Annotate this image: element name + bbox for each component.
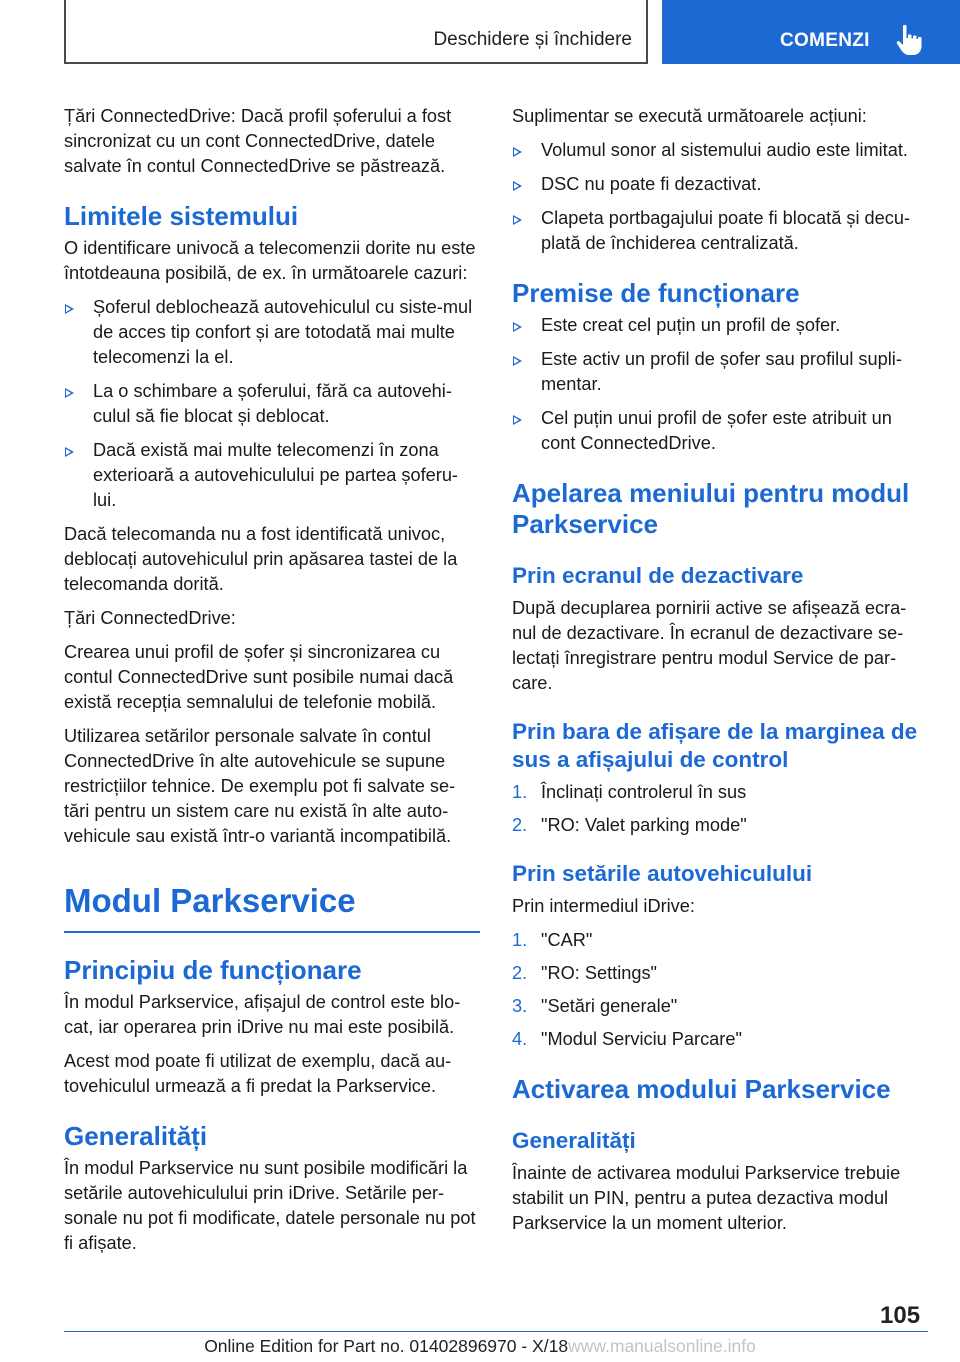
general-heading: Generalități bbox=[64, 1121, 208, 1151]
list-item: Este activ un profil de șofer sau profilul supli-mentar. bbox=[512, 347, 928, 397]
list-item: 4. "Modul Serviciu Parcare" bbox=[512, 1029, 742, 1049]
heading-rule bbox=[64, 931, 480, 933]
bar-heading: Prin bara de afișare de la marginea de sus a afișajului de control bbox=[512, 719, 918, 772]
header-section-box bbox=[64, 0, 648, 64]
chapter-heading: Modul Parkservice bbox=[64, 882, 356, 919]
limits-heading: Limitele sistemului bbox=[64, 201, 299, 231]
hand-pointer-icon bbox=[894, 23, 926, 57]
settings-heading: Prin setările autovehiculului bbox=[512, 861, 813, 886]
extra-actions-intro: Suplimentar se execută următoarele acțiuni: bbox=[512, 106, 867, 126]
triangle-bullet-icon bbox=[513, 181, 522, 191]
principle-paragraph-2: Acest mod poate fi utilizat de exemplu, dacă au-tovehiculul urmează a fi predat la Parkservice. bbox=[64, 1051, 452, 1096]
screen-paragraph: După decuplarea pornirii active se afișează ecra-nul de dezactivare. În ecranul de dezactivare se-lectați înregistrare pentru modul Service de par-care. bbox=[512, 598, 907, 693]
extra-actions-list bbox=[512, 138, 928, 256]
connecteddrive-note: Țări ConnectedDrive: Dacă profil șoferului a fost sincronizat cu un cont ConnectedDrive, datele salvate în contul ConnectedDrive se păstrează. bbox=[64, 106, 452, 176]
activate-paragraph: Înainte de activarea modului Parkservice trebuie stabilit un PIN, pentru a putea dezactiva modul Parkservice la un moment ulterior. bbox=[512, 1163, 901, 1233]
triangle-bullet-icon bbox=[65, 388, 74, 398]
footer-rule bbox=[64, 1331, 928, 1332]
principle-heading: Principiu de funcționare bbox=[64, 955, 362, 985]
settings-intro: Prin intermediul iDrive: bbox=[512, 896, 695, 916]
right-column bbox=[512, 104, 928, 1245]
settings-steps bbox=[512, 928, 928, 1052]
list-item: Clapeta portbagajului poate fi blocată și decu-plată de închiderea centralizată. bbox=[512, 206, 928, 256]
triangle-bullet-icon bbox=[65, 304, 74, 314]
page-number: 105 bbox=[880, 1302, 921, 1329]
section-title: Deschidere și închidere bbox=[433, 29, 632, 50]
triangle-bullet-icon bbox=[65, 447, 74, 457]
triangle-bullet-icon bbox=[513, 415, 522, 425]
menu-heading: Apelarea meniului pentru modul Parkservice bbox=[512, 478, 910, 539]
list-item: Dacă există mai multe telecomenzi în zona exterioară a autovehiculului pe partea șoferu-lui. bbox=[64, 438, 480, 513]
countries-paragraph: Țări ConnectedDrive: bbox=[64, 608, 236, 628]
activate-heading: Activarea modului Parkservice bbox=[512, 1074, 891, 1104]
create-profile-paragraph: Crearea unui profil de șofer și sincronizarea cu contul ConnectedDrive sunt posibile numai dacă există recepția semnalului de telefonie mobilă. bbox=[64, 642, 454, 712]
footer bbox=[0, 1336, 960, 1357]
screen-heading: Prin ecranul de dezactivare bbox=[512, 563, 804, 588]
chapter-title: COMENZI bbox=[780, 30, 870, 51]
principle-paragraph-1: În modul Parkservice, afișajul de control este blo-cat, iar operarea prin iDrive nu mai este posibilă. bbox=[64, 992, 461, 1037]
limits-list bbox=[64, 295, 480, 513]
bar-steps bbox=[512, 780, 928, 838]
usage-paragraph: Utilizarea setărilor personale salvate în contul ConnectedDrive în alte autovehicule se supune restricțiilor tehnice. De exemplu pot fi salvate se-tări pentru un sistem care nu există în alte auto-vehicule sau există într-o variantă incompatibilă. bbox=[64, 726, 456, 846]
triangle-bullet-icon bbox=[513, 147, 522, 157]
list-item: 3. "Setări generale" bbox=[512, 996, 678, 1016]
list-item: La o schimbare a șoferului, fără ca autovehi-culul să fie blocat și deblocat. bbox=[64, 379, 480, 429]
list-item: Este creat cel puțin un profil de șofer. bbox=[512, 313, 928, 338]
list-item: 1. Înclinați controlerul în sus bbox=[512, 782, 747, 802]
watermark: www.manualsonline.info bbox=[568, 1336, 756, 1356]
triangle-bullet-icon bbox=[513, 356, 522, 366]
list-item: 2. "RO: Valet parking mode" bbox=[512, 815, 747, 835]
triangle-bullet-icon bbox=[513, 215, 522, 225]
list-item: Volumul sonor al sistemului audio este limitat. bbox=[512, 138, 928, 163]
list-item: DSC nu poate fi dezactivat. bbox=[512, 172, 928, 197]
list-item: 2. "RO: Settings" bbox=[512, 963, 658, 983]
list-item: Cel puțin unui profil de șofer este atribuit un cont ConnectedDrive. bbox=[512, 406, 928, 456]
list-item: 1. "CAR" bbox=[512, 930, 593, 950]
prerequisites-heading: Premise de funcționare bbox=[512, 278, 800, 308]
chapter-tab bbox=[662, 0, 960, 64]
edition-text: Online Edition for Part no. 01402896970 - X/18 bbox=[204, 1336, 569, 1356]
left-column bbox=[64, 104, 480, 1265]
unlock-paragraph: Dacă telecomanda nu a fost identificată univoc, deblocați autovehiculul prin apăsarea tastei de la telecomanda dorită. bbox=[64, 524, 458, 594]
prerequisites-list bbox=[512, 313, 928, 456]
limits-text: O identificare univocă a telecomenzii dorite nu este întotdeauna posibilă, de ex. în următoarele cazuri: bbox=[64, 238, 476, 283]
general-paragraph: În modul Parkservice nu sunt posibile modificări la setările autovehiculului prin iDrive. Setările per-sonale nu pot fi modificate, datele personale nu pot fi afișate. bbox=[64, 1158, 476, 1253]
list-item: Șoferul deblochează autovehiculul cu siste-mul de acces tip confort și are totodată mai multe telecomenzi la el. bbox=[64, 295, 480, 370]
triangle-bullet-icon bbox=[513, 322, 522, 332]
activate-general-heading: Generalități bbox=[512, 1128, 636, 1153]
